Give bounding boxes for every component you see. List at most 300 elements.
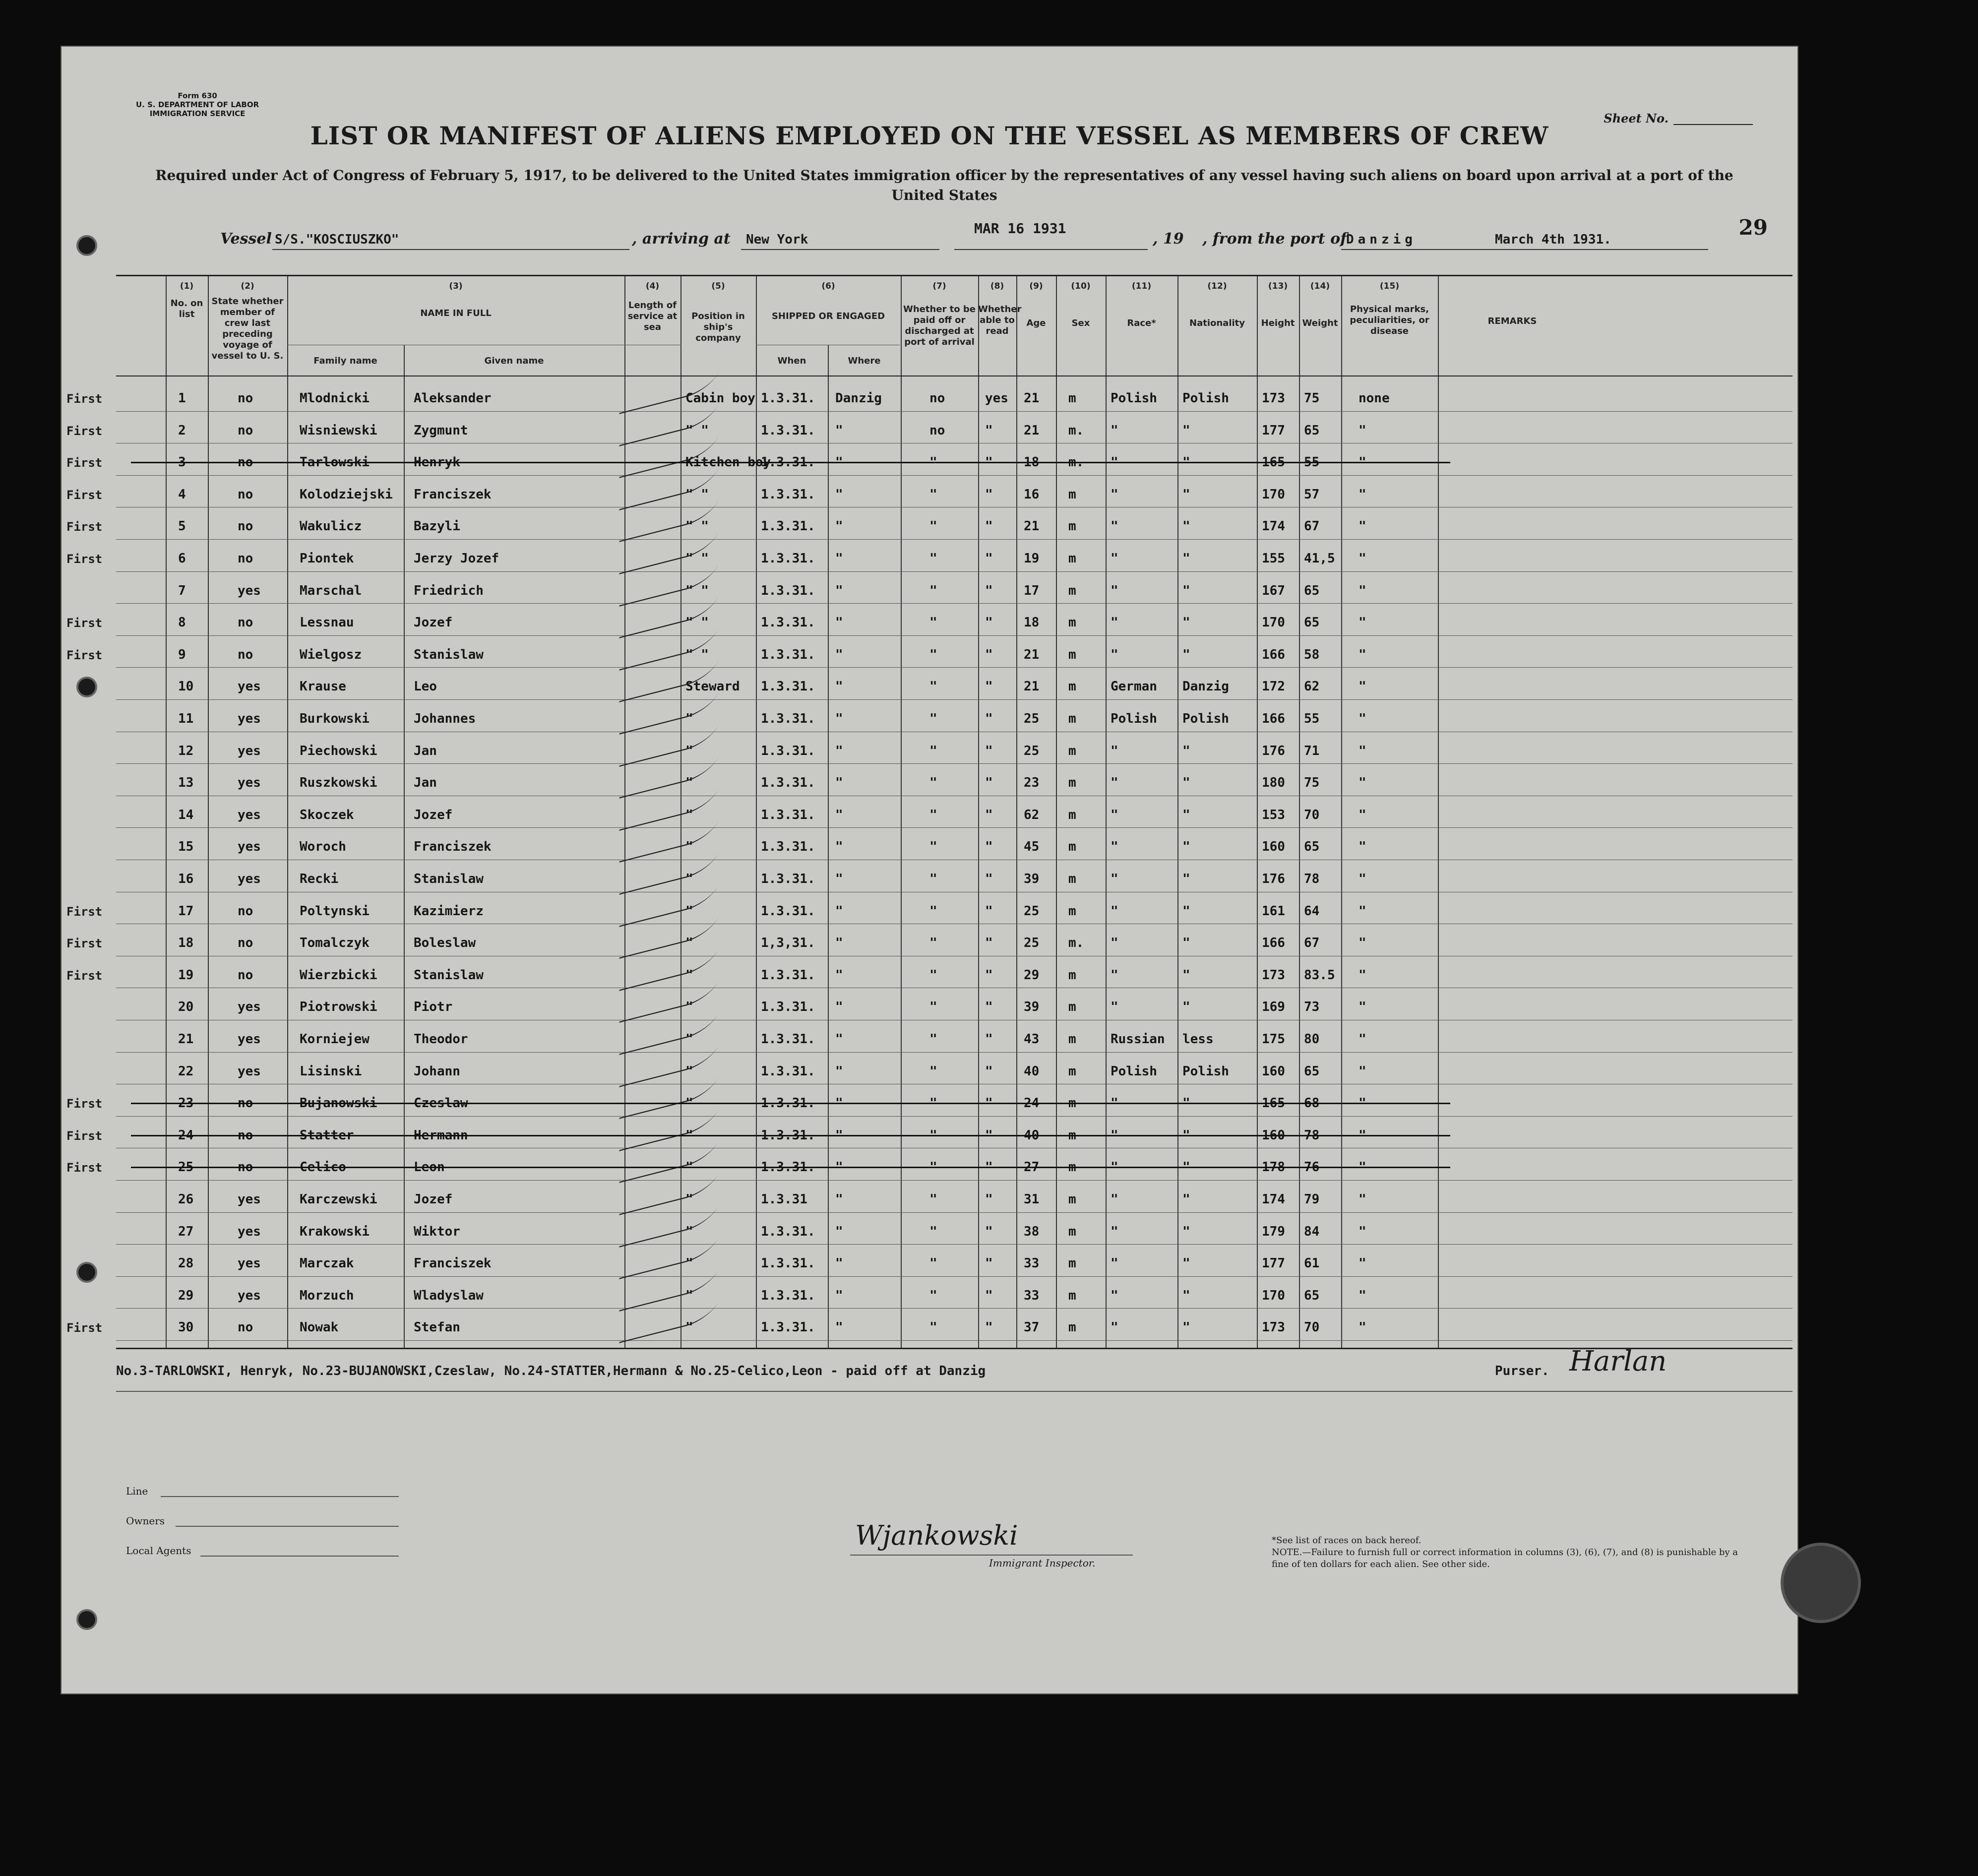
cell-shipped-where: "	[835, 775, 843, 791]
cell-position: "	[685, 1096, 693, 1111]
col-divider	[1016, 276, 1017, 1348]
cell-sex: m	[1068, 487, 1076, 502]
owners-label: Owners	[126, 1515, 165, 1527]
cell-prev-voyage: yes	[238, 1032, 261, 1047]
cell-weight: 70	[1304, 807, 1320, 822]
cell-family-name: Lessnau	[300, 615, 354, 630]
cell-physical-marks: "	[1359, 519, 1366, 534]
cell-able-to-read: "	[985, 1032, 993, 1047]
cell-able-to-read: "	[985, 1127, 993, 1143]
cell-height: 166	[1262, 936, 1285, 951]
cell-height: 170	[1262, 487, 1285, 502]
cell-shipped-where: "	[835, 711, 843, 726]
footnotes	[1272, 1535, 1748, 1570]
cell-given-name: Jan	[414, 775, 437, 791]
cell-nationality: "	[1182, 967, 1190, 983]
cell-shipped-where: "	[835, 455, 843, 470]
cell-height: 172	[1262, 679, 1285, 694]
cell-race: "	[1111, 1160, 1118, 1175]
cell-given-name: Leon	[414, 1160, 445, 1175]
cell-prev-voyage: no	[238, 1320, 253, 1335]
cell-nationality: "	[1182, 1000, 1190, 1015]
cell-able-to-read: "	[985, 1160, 993, 1175]
cell-shipped-where: "	[835, 647, 843, 662]
archive-stamp	[1781, 1543, 1861, 1623]
cell-no: 18	[178, 936, 194, 951]
cell-height: 167	[1262, 583, 1285, 598]
cell-shipped-where: "	[835, 903, 843, 919]
cell-position: "	[685, 936, 693, 951]
cell-paid-off: "	[929, 487, 937, 502]
cell-weight: 71	[1304, 743, 1320, 758]
cell-able-to-read: "	[985, 423, 993, 438]
cell-given-name: Johann	[414, 1063, 460, 1079]
footer-rule	[116, 1391, 1793, 1392]
cell-age: 25	[1024, 743, 1040, 758]
cell-height: 174	[1262, 1192, 1285, 1207]
cell-given-name: Czeslaw	[414, 1096, 468, 1111]
cell-height: 160	[1262, 1127, 1285, 1143]
cell-paid-off: "	[929, 679, 937, 694]
row-rule	[116, 1244, 1793, 1245]
vessel-name: S/S."KOSCIUSZKO"	[275, 232, 399, 247]
cell-able-to-read: "	[985, 872, 993, 886]
row-rule	[116, 1212, 1793, 1213]
cell-family-name: Wierzbicki	[300, 967, 377, 983]
cell-age: 17	[1024, 583, 1040, 598]
cell-weight: 64	[1304, 903, 1320, 919]
date-underline	[954, 249, 1148, 250]
cell-physical-marks: "	[1359, 872, 1366, 886]
cell-height: 176	[1262, 743, 1285, 758]
col14-header: (14) Weight	[1302, 281, 1338, 328]
cell-position: "	[685, 1032, 693, 1047]
cell-sex: m	[1068, 1320, 1076, 1335]
cell-prev-voyage: no	[238, 1160, 253, 1175]
cell-no: 26	[178, 1192, 194, 1207]
cell-paid-off: "	[929, 1288, 937, 1303]
first-trip-mark: First	[66, 424, 103, 438]
cell-physical-marks: "	[1359, 679, 1366, 694]
cell-paid-off: "	[929, 1127, 937, 1143]
cell-no: 11	[178, 711, 194, 726]
cell-weight: 80	[1304, 1032, 1320, 1047]
cell-age: 38	[1024, 1224, 1040, 1239]
cell-height: 177	[1262, 423, 1285, 438]
cell-shipped-when: 1.3.31.	[761, 615, 815, 630]
cell-weight: 62	[1304, 679, 1320, 694]
cell-shipped-where: "	[835, 551, 843, 566]
cell-no: 1	[178, 391, 186, 406]
cell-prev-voyage: no	[238, 455, 253, 470]
cell-paid-off: "	[929, 615, 937, 630]
cell-height: 179	[1262, 1224, 1285, 1239]
cell-nationality: "	[1182, 455, 1190, 470]
col-divider	[1177, 276, 1178, 1348]
cell-family-name: Tarlowski	[300, 455, 370, 470]
first-trip-mark: First	[66, 392, 103, 406]
cell-able-to-read: "	[985, 1224, 993, 1239]
col6-header: (6) SHIPPED OR ENGAGED	[771, 281, 885, 321]
cell-family-name: Recki	[300, 872, 339, 886]
cell-prev-voyage: no	[238, 903, 253, 919]
cell-sex: m	[1068, 679, 1076, 694]
cell-nationality: Polish	[1182, 711, 1229, 726]
cell-weight: 65	[1304, 423, 1320, 438]
arrival-date-stamp: MAR 16 1931	[974, 220, 1066, 237]
cell-paid-off: "	[929, 839, 937, 855]
cell-nationality: "	[1182, 487, 1190, 502]
cell-race: "	[1111, 1256, 1118, 1271]
cell-prev-voyage: no	[238, 1127, 253, 1143]
vessel-label: Vessel	[220, 230, 272, 248]
cell-shipped-when: 1.3.31.	[761, 1032, 815, 1047]
cell-position: Kitchen boy	[685, 455, 771, 470]
purser-signature: Harlan	[1569, 1345, 1667, 1377]
cell-no: 6	[178, 551, 186, 566]
col-divider	[404, 345, 405, 1348]
cell-able-to-read: "	[985, 1192, 993, 1207]
service-name: IMMIGRATION SERVICE	[149, 109, 246, 118]
form-number: Form 630	[178, 91, 217, 100]
cell-sex: m	[1068, 1160, 1076, 1175]
cell-shipped-where: "	[835, 1192, 843, 1207]
cell-race: German	[1111, 679, 1157, 694]
cell-shipped-where: "	[835, 679, 843, 694]
row-rule	[116, 1180, 1793, 1181]
first-trip-mark: First	[66, 1321, 103, 1335]
cell-physical-marks: "	[1359, 1127, 1366, 1143]
strikethrough-line	[131, 1167, 1450, 1168]
cell-prev-voyage: yes	[238, 872, 261, 886]
shipped-when-header: When	[777, 356, 806, 366]
cell-prev-voyage: yes	[238, 1063, 261, 1079]
cell-position: "	[685, 1288, 693, 1303]
cell-paid-off: "	[929, 807, 937, 822]
cell-position: Cabin boy	[685, 391, 755, 406]
cell-shipped-where: "	[835, 1160, 843, 1175]
col-divider	[1056, 276, 1057, 1348]
col-divider	[1257, 276, 1258, 1348]
cell-shipped-where: "	[835, 1224, 843, 1239]
cell-family-name: Statter	[300, 1127, 354, 1143]
cell-sex: m	[1068, 1000, 1076, 1015]
cell-nationality: Polish	[1182, 1063, 1229, 1079]
cell-age: 31	[1024, 1192, 1040, 1207]
sheet-label: Sheet No.	[1604, 111, 1669, 125]
cell-age: 37	[1024, 1320, 1040, 1335]
cell-prev-voyage: no	[238, 423, 253, 438]
cell-no: 9	[178, 647, 186, 662]
cell-age: 19	[1024, 551, 1040, 566]
cell-height: 165	[1262, 455, 1285, 470]
cell-shipped-where: "	[835, 1288, 843, 1303]
cell-age: 21	[1024, 647, 1040, 662]
cell-position: "	[685, 1000, 693, 1015]
punch-hole	[76, 235, 97, 256]
row-rule	[116, 1052, 1793, 1053]
cell-shipped-when: 1.3.31	[761, 1192, 807, 1207]
cell-nationality: "	[1182, 903, 1190, 919]
cell-weight: 65	[1304, 839, 1320, 855]
cell-position: "	[685, 1224, 693, 1239]
cell-no: 24	[178, 1127, 194, 1143]
cell-prev-voyage: yes	[238, 679, 261, 694]
cell-shipped-where: Danzig	[835, 391, 882, 406]
cell-shipped-when: 1.3.31.	[761, 583, 815, 598]
cell-given-name: Aleksander	[414, 391, 492, 406]
cell-physical-marks: "	[1359, 1063, 1366, 1079]
cell-shipped-when: 1,3,31.	[761, 936, 815, 951]
col-divider	[1299, 276, 1300, 1348]
cell-height: 170	[1262, 1288, 1285, 1303]
cell-shipped-when: 1.3.31.	[761, 679, 815, 694]
cell-position: "	[685, 872, 693, 886]
row-rule	[116, 1116, 1793, 1117]
cell-prev-voyage: no	[238, 519, 253, 534]
cell-shipped-where: "	[835, 1063, 843, 1079]
cell-given-name: Jozef	[414, 807, 453, 822]
cell-no: 5	[178, 519, 186, 534]
cell-shipped-where: "	[835, 1096, 843, 1111]
cell-sex: m	[1068, 1127, 1076, 1143]
cell-physical-marks: "	[1359, 807, 1366, 822]
cell-given-name: Stanislaw	[414, 872, 484, 886]
cell-shipped-when: 1.3.31.	[761, 1127, 815, 1143]
cell-paid-off: "	[929, 903, 937, 919]
cell-position: " "	[685, 423, 709, 438]
cell-weight: 70	[1304, 1320, 1320, 1335]
cell-sex: m	[1068, 1288, 1076, 1303]
cell-prev-voyage: yes	[238, 839, 261, 855]
cell-age: 25	[1024, 936, 1040, 951]
crew-manifest-table	[66, 275, 1793, 1349]
cell-given-name: Leo	[414, 679, 437, 694]
cell-weight: 41,5	[1304, 551, 1335, 566]
cell-able-to-read: "	[985, 615, 993, 630]
department-name: U. S. DEPARTMENT OF LABOR	[136, 100, 259, 109]
cell-position: "	[685, 839, 693, 855]
cell-position: "	[685, 967, 693, 983]
cell-position: " "	[685, 551, 709, 566]
col4-header: (4) Length of service at sea	[627, 281, 678, 332]
cell-given-name: Johannes	[414, 711, 476, 726]
cell-able-to-read: "	[985, 903, 993, 919]
cell-paid-off: "	[929, 936, 937, 951]
cell-race: Polish	[1111, 1063, 1157, 1079]
cell-prev-voyage: no	[238, 391, 253, 406]
cell-position: "	[685, 711, 693, 726]
row-rule	[116, 475, 1793, 476]
cell-position: "	[685, 1063, 693, 1079]
cell-nationality: "	[1182, 1256, 1190, 1271]
row-rule	[116, 539, 1793, 540]
cell-weight: 57	[1304, 487, 1320, 502]
cell-age: 25	[1024, 711, 1040, 726]
cell-able-to-read: "	[985, 487, 993, 502]
col-divider	[1438, 276, 1439, 1348]
col9-header: (9) Age	[1026, 281, 1046, 328]
cell-family-name: Wakulicz	[300, 519, 362, 534]
cell-paid-off: "	[929, 967, 937, 983]
row-rule	[116, 827, 1793, 828]
arriving-label: , arriving at	[632, 230, 731, 248]
cell-physical-marks: "	[1359, 1192, 1366, 1207]
cell-no: 14	[178, 807, 194, 822]
cell-race: "	[1111, 615, 1118, 630]
cell-family-name: Krause	[300, 679, 346, 694]
cell-race: "	[1111, 551, 1118, 566]
from-port-underline	[1341, 249, 1708, 250]
cell-sex: m	[1068, 391, 1076, 406]
cell-given-name: Bazyli	[414, 519, 460, 534]
punch-hole	[76, 677, 97, 697]
col-divider	[978, 276, 979, 1348]
cell-age: 39	[1024, 872, 1040, 886]
cell-sex: m	[1068, 1063, 1076, 1079]
cell-given-name: Zygmunt	[414, 423, 468, 438]
col-divider	[756, 276, 757, 1348]
first-trip-mark: First	[66, 488, 103, 502]
cell-family-name: Celico	[300, 1160, 346, 1175]
cell-weight: 73	[1304, 1000, 1320, 1015]
cell-position: " "	[685, 583, 709, 598]
row-rule	[116, 603, 1793, 604]
cell-race: "	[1111, 455, 1118, 470]
cell-sex: m	[1068, 1224, 1076, 1239]
cell-prev-voyage: yes	[238, 807, 261, 822]
cell-shipped-where: "	[835, 615, 843, 630]
cell-position: "	[685, 807, 693, 822]
col5-header: (5) Position in ship's company	[691, 281, 745, 343]
cell-paid-off: "	[929, 1063, 937, 1079]
cell-shipped-when: 1.3.31.	[761, 423, 815, 438]
row-rule	[116, 571, 1793, 572]
cell-position: Steward	[685, 679, 740, 694]
cell-given-name: Wiktor	[414, 1224, 460, 1239]
cell-paid-off: "	[929, 872, 937, 886]
cell-position: "	[685, 743, 693, 758]
cell-race: "	[1111, 1000, 1118, 1015]
cell-no: 2	[178, 423, 186, 438]
cell-physical-marks: "	[1359, 967, 1366, 983]
cell-weight: 55	[1304, 455, 1320, 470]
cell-nationality: "	[1182, 936, 1190, 951]
cell-no: 23	[178, 1096, 194, 1111]
cell-given-name: Henryk	[414, 455, 460, 470]
cell-given-name: Theodor	[414, 1032, 468, 1047]
family-name-header: Family name	[313, 356, 377, 366]
cell-paid-off: "	[929, 551, 937, 566]
cell-shipped-when: 1.3.31.	[761, 967, 815, 983]
cell-prev-voyage: yes	[238, 1192, 261, 1207]
col-divider	[1106, 276, 1107, 1348]
document-subtitle: Required under Act of Congress of February 5, 1917, to be delivered to the United States immigration officer by the representatives of any vessel having such aliens on board upon arrival at a port of the United States	[155, 167, 1733, 203]
cell-shipped-when: 1.3.31.	[761, 807, 815, 822]
cell-race: "	[1111, 1096, 1118, 1111]
cell-given-name: Jozef	[414, 1192, 453, 1207]
cell-able-to-read: "	[985, 455, 993, 470]
cell-shipped-where: "	[835, 839, 843, 855]
cell-given-name: Friedrich	[414, 583, 484, 598]
cell-able-to-read: "	[985, 551, 993, 566]
cell-age: 40	[1024, 1063, 1040, 1079]
col12-header: (12) Nationality	[1189, 281, 1245, 328]
cell-weight: 65	[1304, 1288, 1320, 1303]
cell-height: 173	[1262, 967, 1285, 983]
row-rule	[116, 763, 1793, 764]
cell-age: 45	[1024, 839, 1040, 855]
cell-shipped-where: "	[835, 936, 843, 951]
cell-shipped-where: "	[835, 1000, 843, 1015]
cell-family-name: Lisinski	[300, 1063, 362, 1079]
cell-no: 12	[178, 743, 194, 758]
vessel-underline	[272, 249, 629, 250]
cell-height: 169	[1262, 1000, 1285, 1015]
cell-physical-marks: "	[1359, 1032, 1366, 1047]
cell-age: 62	[1024, 807, 1040, 822]
cell-paid-off: "	[929, 1000, 937, 1015]
cell-paid-off: "	[929, 743, 937, 758]
cell-paid-off: "	[929, 647, 937, 662]
cell-age: 24	[1024, 1096, 1040, 1111]
cell-prev-voyage: no	[238, 615, 253, 630]
remarks-header: REMARKS	[1487, 316, 1537, 326]
cell-family-name: Piontek	[300, 551, 354, 566]
cell-sex: m	[1068, 551, 1076, 566]
cell-shipped-when: 1.3.31.	[761, 743, 815, 758]
cell-position: "	[685, 1127, 693, 1143]
cell-shipped-when: 1.3.31.	[761, 391, 815, 406]
cell-able-to-read: "	[985, 1096, 993, 1111]
row-rule	[116, 667, 1793, 668]
col-divider	[166, 276, 167, 1348]
year-label: , 19	[1153, 230, 1184, 248]
cell-shipped-where: "	[835, 1127, 843, 1143]
cell-shipped-where: "	[835, 743, 843, 758]
cell-no: 25	[178, 1160, 194, 1175]
cell-race: "	[1111, 1288, 1118, 1303]
cell-shipped-when: 1.3.31.	[761, 903, 815, 919]
cell-able-to-read: "	[985, 1063, 993, 1079]
cell-no: 10	[178, 679, 194, 694]
cell-paid-off: "	[929, 711, 937, 726]
row-rule	[116, 1340, 1793, 1341]
cell-able-to-read: "	[985, 775, 993, 791]
cell-shipped-when: 1.3.31.	[761, 1224, 815, 1239]
cell-given-name: Stefan	[414, 1320, 460, 1335]
col-divider	[287, 276, 288, 1348]
row-rule	[116, 411, 1793, 412]
cell-sex: m	[1068, 1032, 1076, 1047]
arriving-port: New York	[746, 232, 808, 247]
first-trip-mark: First	[66, 648, 103, 662]
cell-weight: 58	[1304, 647, 1320, 662]
cell-paid-off: "	[929, 1096, 937, 1111]
cell-given-name: Stanislaw	[414, 967, 484, 983]
cell-able-to-read: "	[985, 1000, 993, 1015]
cell-family-name: Skoczek	[300, 807, 354, 822]
cell-shipped-when: 1.3.31.	[761, 551, 815, 566]
cell-shipped-where: "	[835, 872, 843, 886]
cell-prev-voyage: yes	[238, 1288, 261, 1303]
cell-given-name: Jozef	[414, 615, 453, 630]
cell-shipped-when: 1.3.31.	[761, 647, 815, 662]
col-divider	[1341, 276, 1342, 1348]
cell-given-name: Franciszek	[414, 1256, 492, 1271]
cell-sex: m	[1068, 615, 1076, 630]
first-trip-mark: First	[66, 456, 103, 470]
